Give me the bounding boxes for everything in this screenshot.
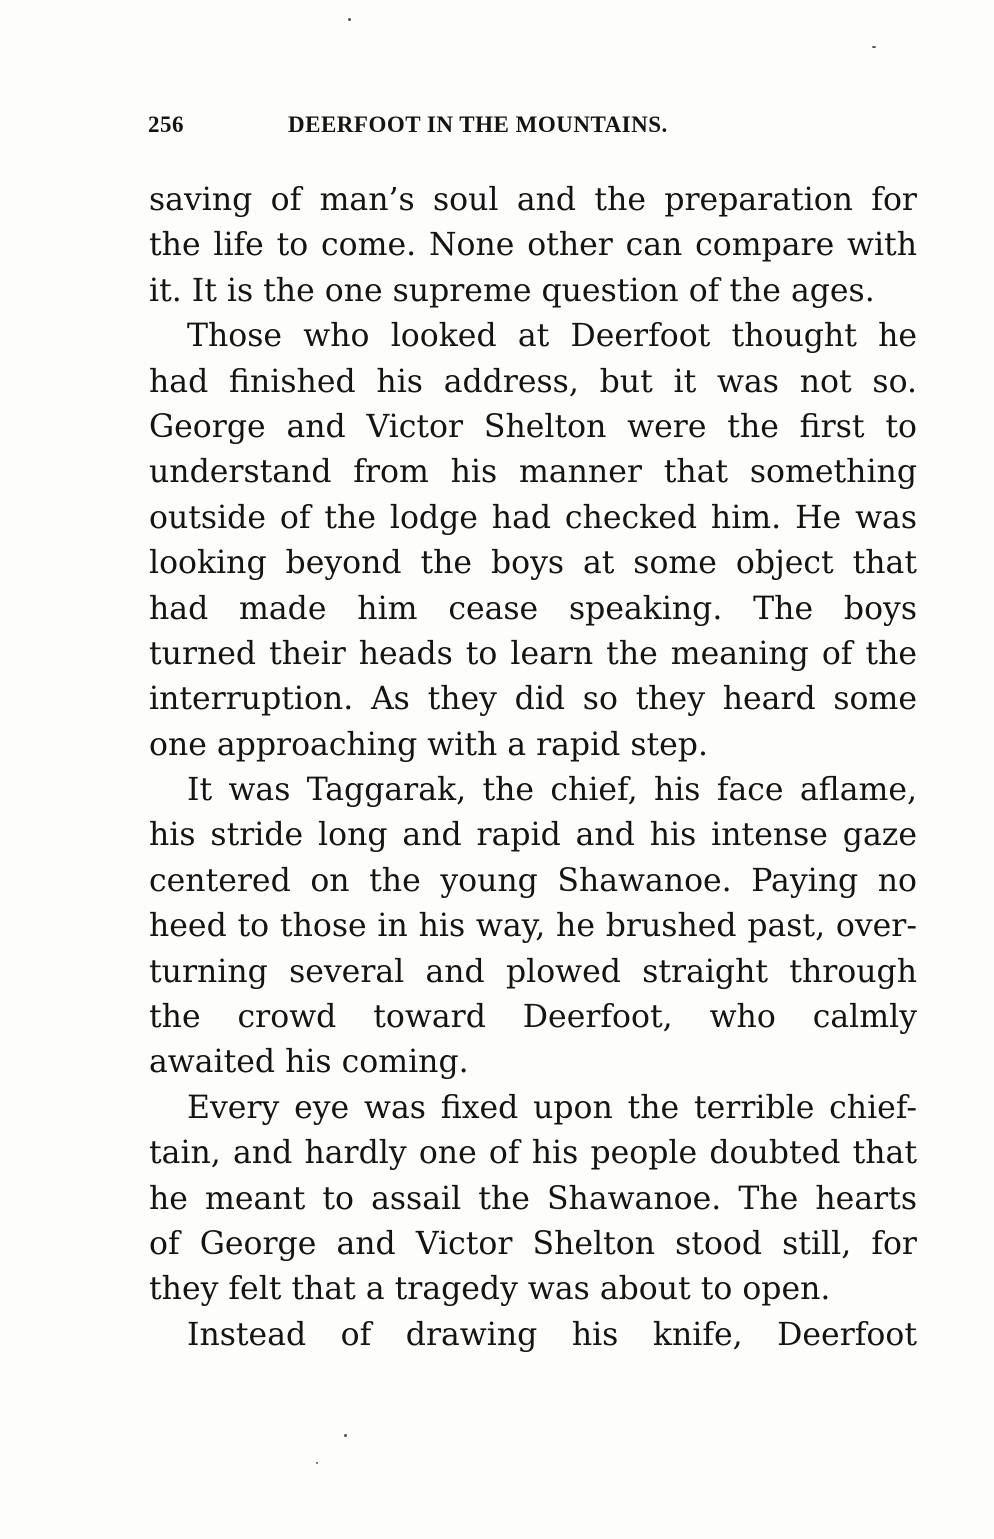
text-line: Instead of drawing his knife, Deerfoot <box>187 1316 917 1353</box>
text-line: interruption. As they did so they heard some <box>149 681 917 718</box>
text-line: it. It is the one supreme question of the ages. <box>149 272 875 309</box>
text-line: It was Taggarak, the chief, his face aflame, <box>187 772 917 809</box>
scan-speck <box>316 1462 318 1464</box>
text-line: George and Victor Shelton were the first to <box>149 408 917 445</box>
text-line: centered on the young Shawanoe. Paying no <box>149 862 917 899</box>
text-line: his stride long and rapid and his intense gaze <box>149 817 917 854</box>
text-line: tain, and hardly one of his people doubted that <box>149 1135 917 1172</box>
running-head <box>148 112 828 152</box>
scan-speck <box>872 46 876 48</box>
text-line: Those who looked at Deerfoot thought he <box>187 318 917 355</box>
text-line: understand from his manner that something <box>149 454 917 491</box>
text-line: looking beyond the boys at some object that <box>149 545 917 582</box>
text-line: outside of the lodge had checked him. He was <box>149 499 917 536</box>
text-line: turned their heads to learn the meaning of the <box>149 635 917 672</box>
text-line: the life to come. None other can compare with <box>149 227 917 264</box>
text-line: he meant to assail the Shawanoe. The hearts <box>149 1180 917 1217</box>
page-number: 256 <box>148 112 184 137</box>
text-line: heed to those in his way, he brushed past, over- <box>149 908 917 945</box>
text-line: the crowd toward Deerfoot, who calmly <box>149 999 917 1036</box>
body-text <box>149 178 917 1358</box>
text-line: Every eye was fixed upon the terrible chief- <box>187 1089 917 1126</box>
text-line: had finished his address, but it was not so. <box>149 363 917 400</box>
text-line: awaited his coming. <box>149 1044 469 1081</box>
scan-speck <box>348 18 351 21</box>
text-line: had made him cease speaking. The boys <box>149 590 917 627</box>
text-line: turning several and plowed straight through <box>149 953 917 990</box>
text-line: they felt that a tragedy was about to open. <box>149 1271 831 1308</box>
text-line: saving of man’s soul and the preparation for <box>149 182 917 218</box>
scan-speck <box>344 1434 347 1437</box>
running-title: DEERFOOT IN THE MOUNTAINS. <box>288 112 668 137</box>
text-line: of George and Victor Shelton stood still, for <box>149 1225 917 1262</box>
text-line: one approaching with a rapid step. <box>149 726 708 763</box>
